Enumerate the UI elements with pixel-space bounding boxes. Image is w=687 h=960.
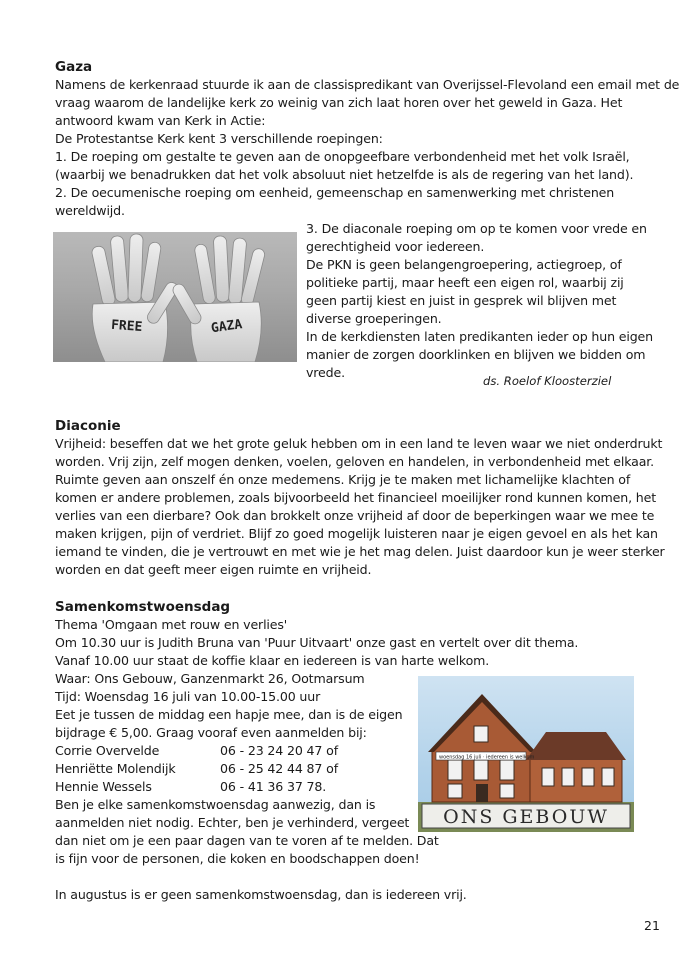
gaza-line: antwoord kwam van Kerk in Actie: <box>55 113 266 128</box>
building-drawing <box>418 676 634 832</box>
page-number: 21 <box>644 918 660 933</box>
samenkomst-line: bijdrage € 5,00. Graag vooraf even aanmelden bij: <box>55 725 367 740</box>
gaza-line: De PKN is geen belangengroepering, actiegroep, of <box>306 257 622 272</box>
ons-gebouw-illustration <box>418 676 634 832</box>
gaza-line: gerechtigheid voor iedereen. <box>306 239 485 254</box>
contact-row <box>55 742 338 761</box>
building-sign-text: ONS GEBOUW <box>443 806 609 828</box>
free-gaza-hands-photo <box>53 232 297 362</box>
gaza-line: manier de zorgen doorklinken en blijven we bidden om <box>306 347 646 362</box>
gaza-line: 1. De roeping om gestalte te geven aan de onopgeefbare verbondenheid met het volk Israël, <box>55 149 630 164</box>
contact-name: Henriëtte Molendijk <box>55 761 176 776</box>
samenkomst-line: Om 10.30 uur is Judith Bruna van 'Puur Uitvaart' onze gast en vertelt over dit thema. <box>55 635 579 650</box>
gaza-line: 3. De diaconale roeping om op te komen voor vrede en <box>306 221 647 236</box>
gaza-line: wereldwijd. <box>55 203 125 218</box>
samenkomst-line: Thema 'Omgaan met rouw en verlies' <box>55 617 288 632</box>
gaza-line: 2. De oecumenische roeping om eenheid, gemeenschap en samenwerking met christenen <box>55 185 615 200</box>
closing-note: In augustus is er geen samenkomstwoensdag, dan is iedereen vrij. <box>55 887 467 902</box>
contact-row <box>55 760 338 779</box>
contact-row <box>55 778 326 797</box>
samenkomst-line: Ben je elke samenkomstwoensdag aanwezig, dan is <box>55 797 376 812</box>
gaza-line: politieke partij, maar heeft een eigen rol, waarbij zij <box>306 275 624 290</box>
diaconie-line: worden. Vrij zijn, zelf mogen denken, voelen, geloven en handelen, in verbondenheid met elkaar. <box>55 454 655 469</box>
gaza-line: vraag waarom de landelijke kerk zo weinig van zich laat horen over het geweld in Gaza. Het <box>55 95 623 110</box>
samenkomst-line: Tijd: Woensdag 16 juli van 10.00-15.00 uur <box>55 689 321 704</box>
samenkomst-line: Waar: Ons Gebouw, Ganzenmarkt 26, Ootmarsum <box>55 671 365 686</box>
diaconie-line: maken krijgen, pijn of verdriet. Blijf zo goed mogelijk luisteren naar je eigen gevoel en als het kan <box>55 526 658 541</box>
samenkomst-heading: Samenkomstwoensdag <box>55 599 231 615</box>
gaza-line: (waarbij we benadrukken dat het volk absoluut niet hetzelfde is als de regering van het land). <box>55 167 634 182</box>
diaconie-line: worden en dat geeft meer eigen ruimte en vrijheid. <box>55 562 372 577</box>
contact-name: Corrie Overvelde <box>55 743 160 758</box>
samenkomst-line: Eet je tussen de middag een hapje mee, dan is de eigen <box>55 707 403 722</box>
contact-phone: 06 - 25 42 44 87 of <box>220 761 338 776</box>
gaza-heading: Gaza <box>55 59 93 75</box>
author-signature: ds. Roelof Kloosterziel <box>483 374 612 388</box>
building-banner-text: woensdag 16 juli · iedereen is welkom <box>439 754 535 761</box>
gaza-line: geen partij kiest en juist in gesprek wil blijven met <box>306 293 617 308</box>
contact-phone: 06 - 23 24 20 47 of <box>220 743 338 758</box>
gaza-line: vrede. <box>306 365 345 380</box>
diaconie-line: Ruimte geven aan onszelf én onze medemens. Krijg je te maken met lichamelijke klachten of <box>55 472 631 487</box>
hands-illustration <box>53 232 297 362</box>
diaconie-line: iemand te vinden, die je vertrouwt en met wie je het mag delen. Juist daardoor kun je weer sterker <box>55 544 665 559</box>
contact-phone: 06 - 41 36 37 78. <box>220 779 327 794</box>
gaza-line: De Protestantse Kerk kent 3 verschillende roepingen: <box>55 131 383 146</box>
contact-name: Hennie Wessels <box>55 779 152 794</box>
samenkomst-line: dan niet om je een paar dagen van te voren af te melden. Dat <box>55 833 439 848</box>
diaconie-line: verlies van een dierbare? Ook dan brokkelt onze vrijheid af door de beperkingen waar we mee te <box>55 508 655 523</box>
diaconie-line: Vrijheid: beseffen dat we het grote geluk hebben om in een land te leven waar we niet onderdrukt <box>55 436 663 451</box>
samenkomst-line: aanmelden niet nodig. Echter, ben je verhinderd, vergeet <box>55 815 410 830</box>
diaconie-heading: Diaconie <box>55 418 121 434</box>
hand-text-right: GAZA <box>210 317 244 337</box>
gaza-line: diverse groeperingen. <box>306 311 442 326</box>
hand-text-left: FREE <box>110 317 143 335</box>
gaza-line: In de kerkdiensten laten predikanten ieder op hun eigen <box>306 329 653 344</box>
diaconie-line: komen er andere problemen, zoals bijvoorbeeld het financieel moeilijker rond kunnen komen, het <box>55 490 657 505</box>
samenkomst-line: is fijn voor de personen, die koken en boodschappen doen! <box>55 851 420 866</box>
samenkomst-line: Vanaf 10.00 uur staat de koffie klaar en iedereen is van harte welkom. <box>55 653 490 668</box>
gaza-line: Namens de kerkenraad stuurde ik aan de classispredikant van Overijssel-Flevoland een email met de <box>55 77 680 92</box>
